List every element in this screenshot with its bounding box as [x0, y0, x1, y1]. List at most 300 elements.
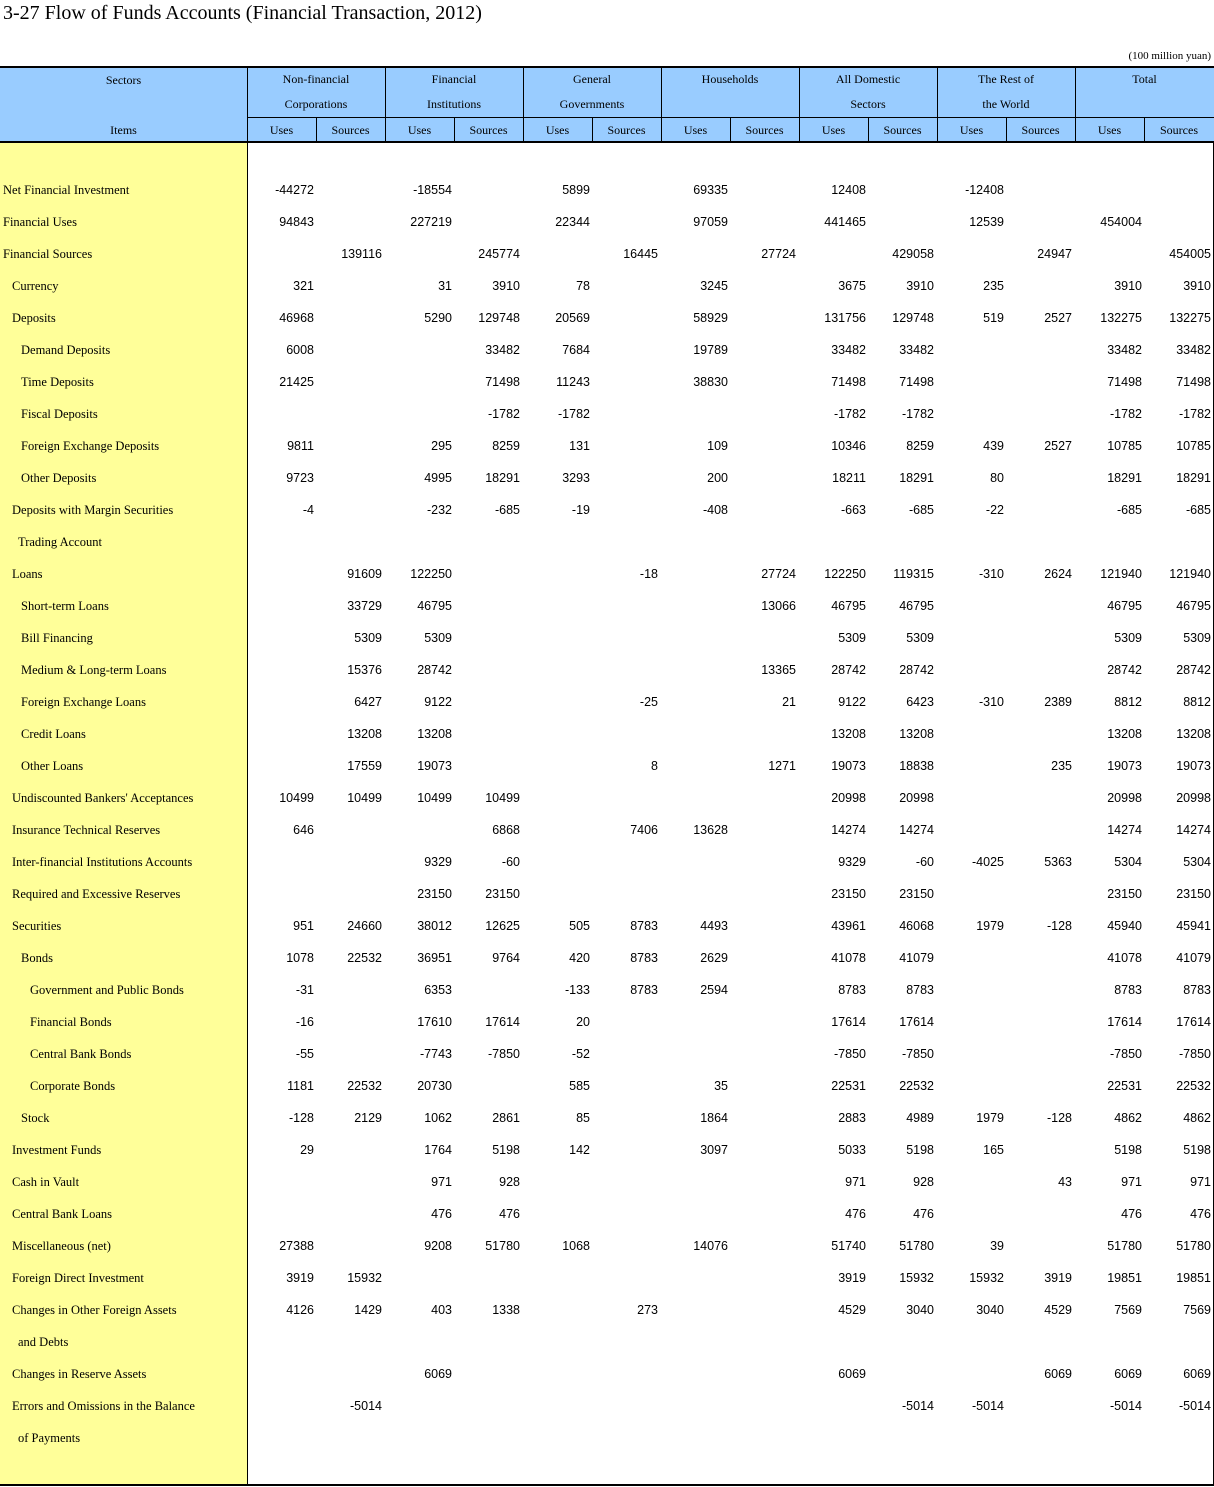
cell-value: 441465 [824, 215, 866, 229]
cell-value: 142 [569, 1143, 590, 1157]
cell-value: 119315 [893, 567, 934, 581]
row-label: Insurance Technical Reserves [12, 823, 161, 837]
cell-value: 585 [569, 1079, 590, 1093]
cell-value: 3040 [976, 1303, 1004, 1317]
cell-value: 5198 [906, 1143, 934, 1157]
cell-value: 8783 [1114, 983, 1142, 997]
cell-value: 46795 [899, 599, 934, 613]
cell-value: 131 [569, 439, 590, 453]
row-label: Deposits [12, 311, 56, 325]
cell-value: 1181 [287, 1079, 314, 1093]
row-label: Trading Account [18, 535, 102, 549]
table-row [0, 719, 1214, 751]
cell-value: 476 [1121, 1207, 1142, 1221]
header-sector-name: the World [982, 97, 1030, 111]
cell-value: 41079 [899, 951, 934, 965]
table-row [0, 783, 1214, 815]
cell-value: 4989 [906, 1111, 934, 1125]
cell-value: 3910 [1183, 279, 1211, 293]
table-row [0, 687, 1214, 719]
cell-value: 28742 [417, 663, 452, 677]
cell-value: 8783 [1183, 983, 1211, 997]
cell-value: 33482 [831, 343, 866, 357]
row-label: and Debts [18, 1335, 69, 1349]
cell-value: 13208 [1176, 727, 1211, 741]
cell-value: 122250 [824, 567, 866, 581]
table-row [0, 1007, 1214, 1039]
header-sector-name: Non-financial [282, 72, 350, 86]
header-sector-name: The Rest of [978, 72, 1034, 86]
cell-value: 476 [499, 1207, 520, 1221]
cell-value: 31 [438, 279, 452, 293]
row-label: Changes in Other Foreign Assets [12, 1303, 177, 1317]
table-row [0, 879, 1214, 911]
header-items-label: Items [110, 123, 137, 137]
cell-value: 122250 [410, 567, 452, 581]
cell-value: 8783 [630, 983, 658, 997]
row-label: Cash in Vault [12, 1175, 80, 1189]
cell-value: -1782 [1179, 407, 1211, 421]
cell-value: 3245 [700, 279, 728, 293]
cell-value: 78 [576, 279, 590, 293]
cell-value: -310 [978, 695, 1004, 709]
cell-value: 46068 [899, 919, 934, 933]
cell-value: 24947 [1037, 247, 1072, 261]
cell-value: 420 [569, 951, 590, 965]
cell-value: 4862 [1183, 1111, 1211, 1125]
cell-value: 235 [983, 279, 1004, 293]
cell-value: -4 [302, 503, 314, 517]
table-row [0, 271, 1214, 303]
header-sources: Sources [745, 123, 784, 137]
cell-value: -310 [978, 567, 1004, 581]
table-row [0, 1263, 1214, 1295]
header-sector-name: General [573, 72, 611, 86]
cell-value: 20998 [899, 791, 934, 805]
cell-value: 71498 [831, 375, 866, 389]
cell-value: 109 [707, 439, 728, 453]
table-row [0, 239, 1214, 271]
header-sector-name: Governments [559, 97, 625, 111]
cell-value: 17614 [485, 1015, 520, 1029]
cell-value: 15932 [347, 1271, 382, 1285]
unit-label: (100 million yuan) [1128, 50, 1211, 62]
row-label: Other Deposits [21, 471, 97, 485]
cell-value: 5309 [354, 631, 382, 645]
cell-value: 46795 [1107, 599, 1142, 613]
row-label: Loans [12, 567, 43, 581]
cell-value: 29 [300, 1143, 314, 1157]
cell-value: 5033 [838, 1143, 866, 1157]
cell-value: -55 [295, 1047, 314, 1061]
cell-value: 6069 [838, 1367, 866, 1381]
cell-value: 2861 [492, 1111, 520, 1125]
cell-value: 24660 [347, 919, 382, 933]
header-sources: Sources [883, 123, 922, 137]
cell-value: 17559 [347, 759, 382, 773]
cell-value: 23150 [1176, 887, 1211, 901]
header-sectors-label: Sectors [105, 73, 142, 87]
table-row [0, 623, 1214, 655]
header-sources: Sources [331, 123, 370, 137]
cell-value: 4529 [1044, 1303, 1072, 1317]
cell-value: -7850 [1179, 1047, 1211, 1061]
row-label: Government and Public Bonds [30, 983, 184, 997]
cell-value: -18 [639, 567, 658, 581]
cell-value: -1782 [488, 407, 520, 421]
cell-value: 5899 [562, 183, 590, 197]
cell-value: 12539 [969, 215, 1004, 229]
cell-value: 6069 [1183, 1367, 1211, 1381]
cell-value: 505 [569, 919, 590, 933]
cell-value: 6069 [1114, 1367, 1142, 1381]
cell-value: 10346 [831, 439, 866, 453]
cell-value: 17614 [1176, 1015, 1211, 1029]
cell-value: 33482 [899, 343, 934, 357]
table-row [0, 367, 1214, 399]
cell-value: 3910 [492, 279, 520, 293]
cell-value: 3910 [1114, 279, 1142, 293]
cell-value: 1271 [768, 759, 796, 773]
table-row [0, 1071, 1214, 1103]
cell-value: 6427 [354, 695, 382, 709]
cell-value: 14274 [899, 823, 934, 837]
cell-value: 22532 [1176, 1079, 1211, 1093]
cell-value: 439 [983, 439, 1004, 453]
cell-value: 58929 [693, 311, 728, 325]
cell-value: 8783 [630, 951, 658, 965]
cell-value: 13365 [761, 663, 796, 677]
cell-value: 23150 [417, 887, 452, 901]
cell-value: 7569 [1183, 1303, 1211, 1317]
row-label: Financial Sources [3, 247, 93, 261]
cell-value: 27724 [761, 247, 796, 261]
header-sector-name: Corporations [284, 97, 348, 111]
table-row [0, 975, 1214, 1007]
cell-value: 18291 [1107, 471, 1142, 485]
cell-value: 476 [913, 1207, 934, 1221]
cell-value: 476 [431, 1207, 452, 1221]
cell-value: 7406 [630, 823, 658, 837]
cell-value: 132275 [1100, 311, 1142, 325]
cell-value: 2527 [1044, 311, 1072, 325]
cell-value: 476 [845, 1207, 866, 1221]
row-label: Foreign Direct Investment [12, 1271, 144, 1285]
cell-value: 1068 [562, 1239, 590, 1253]
cell-value: 8 [651, 759, 658, 773]
row-label: Deposits with Margin Securities [12, 503, 174, 517]
table-row [0, 207, 1214, 239]
row-label: Financial Uses [3, 215, 77, 229]
row-label: Fiscal Deposits [21, 407, 98, 421]
cell-value: 35 [714, 1079, 728, 1093]
cell-value: 20730 [417, 1079, 452, 1093]
cell-value: 9811 [287, 439, 314, 453]
cell-value: 19073 [1107, 759, 1142, 773]
cell-value: 19073 [1176, 759, 1211, 773]
header-sources: Sources [1160, 123, 1198, 137]
cell-value: 9329 [424, 855, 452, 869]
cell-value: 951 [293, 919, 314, 933]
cell-value: 23150 [899, 887, 934, 901]
cell-value: 13066 [761, 599, 796, 613]
cell-value: 10499 [417, 791, 452, 805]
table-row [0, 399, 1214, 431]
header-sector-name: Sectors [850, 97, 886, 111]
cell-value: 28742 [1176, 663, 1211, 677]
cell-value: 6868 [492, 823, 520, 837]
cell-value: 131756 [824, 311, 866, 325]
table-row [0, 751, 1214, 783]
cell-value: 19789 [693, 343, 728, 357]
row-label: Currency [12, 279, 59, 293]
cell-value: 2594 [700, 983, 728, 997]
cell-value: 454005 [1169, 247, 1211, 261]
cell-value: 403 [431, 1303, 452, 1317]
cell-value: 4529 [838, 1303, 866, 1317]
cell-value: 5309 [424, 631, 452, 645]
header-sources: Sources [1021, 123, 1060, 137]
cell-value: -5014 [972, 1399, 1004, 1413]
cell-value: 23150 [831, 887, 866, 901]
cell-value: 10785 [1176, 439, 1211, 453]
cell-value: -128 [288, 1111, 314, 1125]
cell-value: 15932 [969, 1271, 1004, 1285]
cell-value: 20569 [555, 311, 590, 325]
row-label: Demand Deposits [21, 343, 111, 357]
row-label: Foreign Exchange Loans [21, 695, 146, 709]
cell-value: 454004 [1100, 215, 1142, 229]
cell-value: 3097 [700, 1143, 728, 1157]
cell-value: 51780 [1107, 1239, 1142, 1253]
cell-value: 971 [1190, 1175, 1211, 1189]
cell-value: 22532 [347, 951, 382, 965]
table-row [0, 1199, 1214, 1231]
row-label: of Payments [18, 1431, 81, 1445]
cell-value: 928 [499, 1175, 520, 1189]
table-bottom-border [0, 1484, 1214, 1486]
cell-value: 245774 [478, 247, 520, 261]
cell-value: 1062 [424, 1111, 452, 1125]
cell-value: 1078 [286, 951, 314, 965]
row-label: Time Deposits [21, 375, 94, 389]
cell-value: 14076 [693, 1239, 728, 1253]
cell-value: 46968 [279, 311, 314, 325]
cell-value: 3293 [562, 471, 590, 485]
table-row [0, 431, 1214, 463]
cell-value: 51780 [1176, 1239, 1211, 1253]
cell-value: 38830 [693, 375, 728, 389]
cell-value: 20998 [831, 791, 866, 805]
cell-value: 8259 [492, 439, 520, 453]
cell-value: 22531 [1107, 1079, 1142, 1093]
header-sector-name: Total [1132, 72, 1157, 86]
cell-value: 43961 [831, 919, 866, 933]
cell-value: 7684 [562, 343, 590, 357]
cell-value: 4862 [1114, 1111, 1142, 1125]
table-row [0, 1167, 1214, 1199]
cell-value: 69335 [693, 183, 728, 197]
cell-value: 1429 [354, 1303, 382, 1317]
cell-value: 1979 [976, 1111, 1004, 1125]
row-label: Central Bank Bonds [30, 1047, 132, 1061]
row-label: Central Bank Loans [12, 1207, 112, 1221]
cell-value: -663 [840, 503, 866, 517]
cell-value: -685 [494, 503, 520, 517]
cell-value: 6423 [906, 695, 934, 709]
header-sector-name: Financial [431, 72, 477, 86]
table-row [0, 655, 1214, 687]
cell-value: 519 [983, 311, 1004, 325]
cell-value: -5014 [1179, 1399, 1211, 1413]
cell-value: 23150 [485, 887, 520, 901]
cell-value: 10499 [347, 791, 382, 805]
cell-value: 9723 [286, 471, 314, 485]
cell-value: 91609 [347, 567, 382, 581]
cell-value: -128 [1046, 919, 1072, 933]
header-sources: Sources [469, 123, 508, 137]
cell-value: -22 [985, 503, 1004, 517]
header-uses: Uses [407, 123, 432, 137]
header-sector-name: Institutions [426, 97, 481, 111]
cell-value: 46795 [1176, 599, 1211, 613]
cell-value: 9122 [838, 695, 866, 709]
cell-value: 235 [1051, 759, 1072, 773]
row-label: Bill Financing [21, 631, 93, 645]
cell-value: 51780 [485, 1239, 520, 1253]
cell-value: -44272 [275, 183, 314, 197]
cell-value: -52 [571, 1047, 590, 1061]
table-row [0, 911, 1214, 943]
table-row [0, 175, 1214, 207]
cell-value: -7850 [902, 1047, 934, 1061]
cell-value: 71498 [1176, 375, 1211, 389]
cell-value: 18211 [832, 471, 866, 485]
cell-value: 16445 [623, 247, 658, 261]
cell-value: 15932 [899, 1271, 934, 1285]
cell-value: -5014 [350, 1399, 382, 1413]
cell-value: 97059 [693, 215, 728, 229]
cell-value: 121940 [1100, 567, 1142, 581]
cell-value: 8812 [1183, 695, 1211, 709]
cell-value: 21425 [279, 375, 314, 389]
row-label: Investment Funds [12, 1143, 102, 1157]
table-row [0, 847, 1214, 879]
cell-value: 12625 [485, 919, 520, 933]
table-row [0, 1103, 1214, 1135]
cell-value: 5198 [1183, 1143, 1211, 1157]
cell-value: 27724 [761, 567, 796, 581]
cell-value: 8259 [906, 439, 934, 453]
cell-value: 80 [990, 471, 1004, 485]
cell-value: 22532 [899, 1079, 934, 1093]
header-uses: Uses [1097, 123, 1122, 137]
cell-value: 13208 [417, 727, 452, 741]
cell-value: 476 [1190, 1207, 1211, 1221]
cell-value: 2389 [1044, 695, 1072, 709]
cell-value: 6008 [286, 343, 314, 357]
cell-value: 5198 [1114, 1143, 1142, 1157]
cell-value: 2527 [1044, 439, 1072, 453]
cell-value: -685 [908, 503, 934, 517]
cell-value: 45940 [1107, 919, 1142, 933]
header-sector-name: Households [701, 72, 759, 86]
cell-value: -408 [702, 503, 728, 517]
cell-value: 165 [983, 1143, 1004, 1157]
cell-value: 1864 [700, 1111, 728, 1125]
cell-value: 71498 [899, 375, 934, 389]
cell-value: -60 [501, 855, 520, 869]
cell-value: 71498 [1107, 375, 1142, 389]
cell-value: 36951 [417, 951, 452, 965]
header-uses: Uses [545, 123, 570, 137]
table-row [0, 303, 1214, 335]
cell-value: 14274 [1176, 823, 1211, 837]
cell-value: 20 [576, 1015, 590, 1029]
cell-value: 7569 [1114, 1303, 1142, 1317]
cell-value: 8783 [630, 919, 658, 933]
cell-value: 2624 [1044, 567, 1072, 581]
cell-value: 8812 [1114, 695, 1142, 709]
cell-value: 5309 [1183, 631, 1211, 645]
cell-value: 13208 [347, 727, 382, 741]
cell-value: 33482 [485, 343, 520, 357]
row-label: Changes in Reserve Assets [12, 1367, 147, 1381]
row-label: Stock [21, 1111, 50, 1125]
cell-value: -18554 [413, 183, 452, 197]
cell-value: 18291 [485, 471, 520, 485]
cell-value: 8783 [906, 983, 934, 997]
cell-value: -1782 [834, 407, 866, 421]
table-row [0, 335, 1214, 367]
row-label: Bonds [21, 951, 53, 965]
cell-value: 5304 [1114, 855, 1142, 869]
cell-value: 10499 [485, 791, 520, 805]
cell-value: -5014 [1110, 1399, 1142, 1413]
cell-value: 971 [431, 1175, 452, 1189]
cell-value: 33482 [1176, 343, 1211, 357]
cell-value: 15376 [347, 663, 382, 677]
table-row [0, 559, 1214, 591]
cell-value: 28742 [831, 663, 866, 677]
cell-value: 12408 [831, 183, 866, 197]
row-label: Required and Excessive Reserves [12, 887, 181, 901]
table-row [0, 495, 1214, 527]
cell-value: -133 [564, 983, 590, 997]
cell-value: 19073 [831, 759, 866, 773]
cell-value: 46795 [417, 599, 452, 613]
cell-value: 20998 [1107, 791, 1142, 805]
cell-value: 139116 [341, 247, 382, 261]
cell-value: 41079 [1176, 951, 1211, 965]
cell-value: 51740 [831, 1239, 866, 1253]
row-label: Inter-financial Institutions Accounts [12, 855, 193, 869]
cell-value: 28742 [1107, 663, 1142, 677]
cell-value: 5309 [1114, 631, 1142, 645]
cell-value: 18291 [1176, 471, 1211, 485]
cell-value: -16 [295, 1015, 314, 1029]
cell-value: 28742 [899, 663, 934, 677]
cell-value: 6069 [424, 1367, 452, 1381]
cell-value: 1338 [492, 1303, 520, 1317]
cell-value: 129748 [478, 311, 520, 325]
cell-value: 19851 [1107, 1271, 1142, 1285]
cell-value: 22531 [831, 1079, 866, 1093]
cell-value: 23150 [1107, 887, 1142, 901]
cell-value: -7850 [834, 1047, 866, 1061]
cell-value: -19 [571, 503, 590, 517]
cell-value: 6353 [424, 983, 452, 997]
